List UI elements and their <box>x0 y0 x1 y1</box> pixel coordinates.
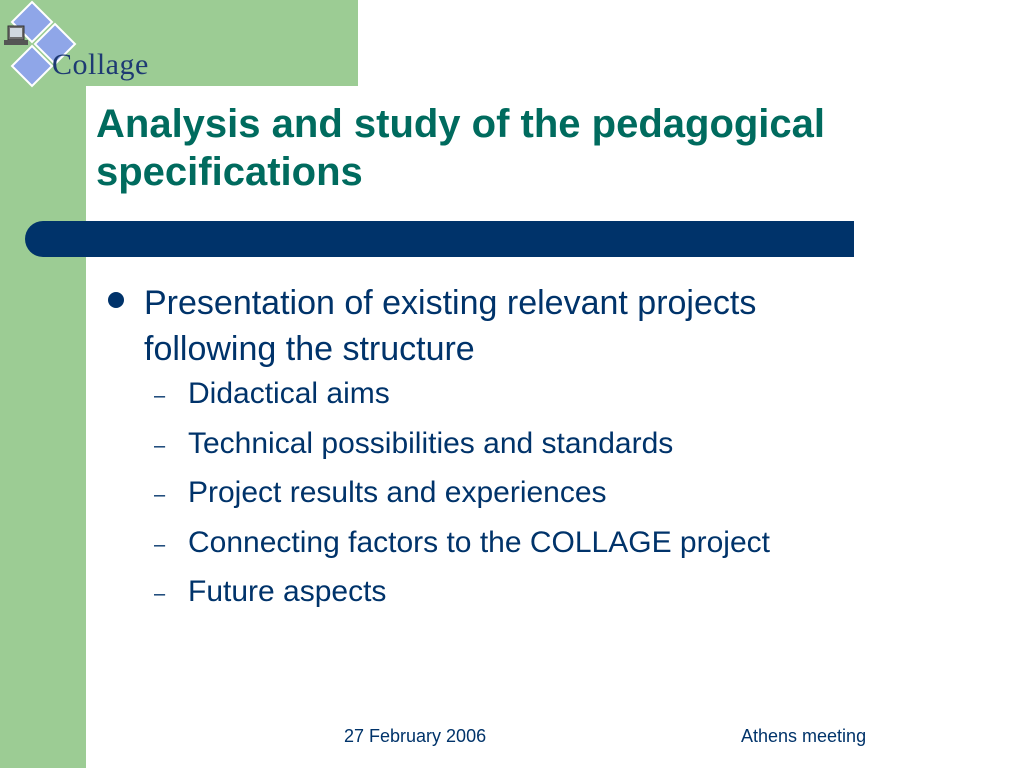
sub-item-text: Future aspects <box>188 575 387 608</box>
main-bullet-text: Presentation of existing relevant projects following the structure <box>144 284 757 368</box>
sub-item-text: Connecting factors to the COLLAGE project <box>188 525 770 559</box>
collage-logo <box>0 0 175 90</box>
footer-date: 27 February 2006 <box>344 726 487 746</box>
list-item <box>154 523 894 573</box>
footer-place: Athens meeting <box>741 726 867 746</box>
sub-item-text: Project results and experiences <box>188 476 607 509</box>
dash-icon: – <box>154 434 166 457</box>
title-underline-bar <box>25 221 854 257</box>
sub-bullet-list <box>154 374 894 622</box>
logo-text: Collage <box>52 48 149 81</box>
dash-icon: – <box>154 583 166 605</box>
slide-title: Analysis and study of the pedagogical specifications <box>96 102 826 194</box>
list-item <box>154 424 894 474</box>
dash-icon: – <box>154 533 166 556</box>
sub-item-text: Didactical aims <box>188 377 390 410</box>
list-item <box>154 374 894 424</box>
main-bullet <box>108 280 888 372</box>
bullet-dot-icon <box>108 292 124 308</box>
dash-icon: – <box>154 484 166 506</box>
list-item <box>154 473 894 523</box>
list-item <box>154 572 894 622</box>
dash-icon: – <box>154 385 166 407</box>
sub-item-text: Technical possibilities and standards <box>188 426 674 460</box>
sidebar-band <box>0 0 86 768</box>
